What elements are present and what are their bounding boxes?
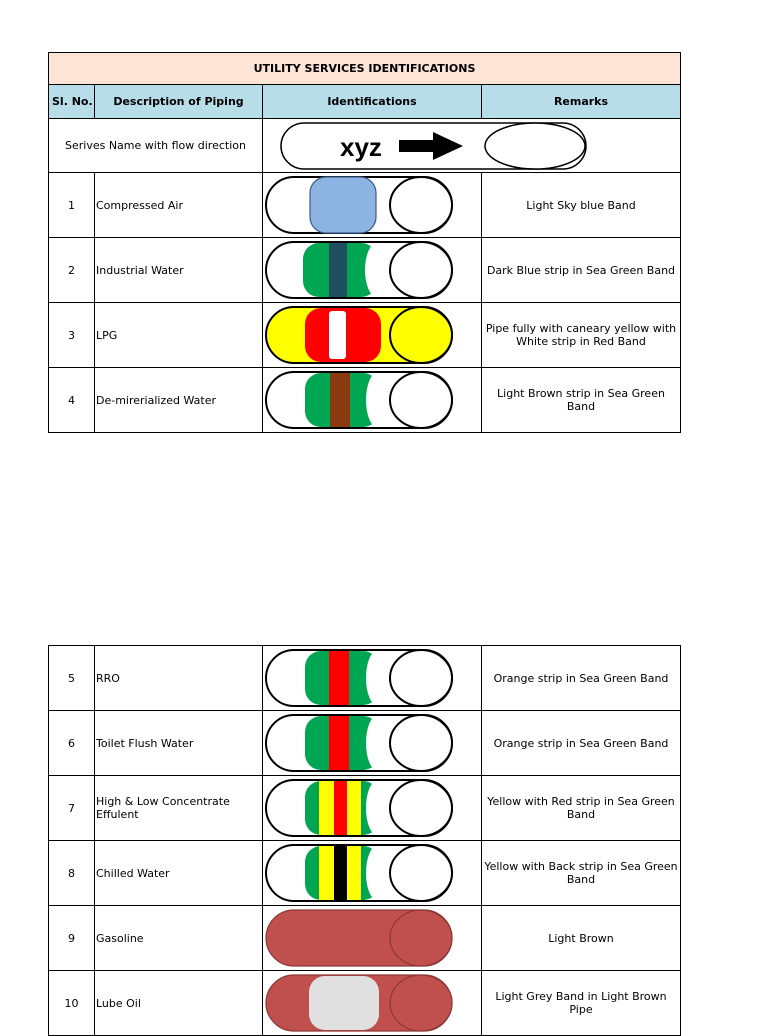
header-description: Description of Piping xyxy=(95,85,263,119)
light-sky-blue-band xyxy=(310,177,376,233)
row-remarks: Yellow with Red strip in Sea Green Band xyxy=(482,776,681,841)
band-highlight xyxy=(365,243,389,297)
row-pipe-cell xyxy=(263,906,482,971)
row-remarks: Pipe fully with caneary yellow with White strip in Red Band xyxy=(482,303,681,368)
row-number: 3 xyxy=(49,303,95,368)
table-row xyxy=(49,906,681,971)
row-pipe-cell xyxy=(263,971,482,1036)
legend-sample-text: xyz xyxy=(340,132,382,162)
header-row xyxy=(49,85,681,119)
header-remarks: Remarks xyxy=(482,85,681,119)
table-row xyxy=(49,711,681,776)
row-description: De-mirerialized Water xyxy=(95,368,263,433)
pipe-end-cap xyxy=(390,975,452,1031)
pipe-end-cap xyxy=(390,845,452,901)
black-strip xyxy=(334,846,347,900)
pipe-compressed-air xyxy=(263,173,481,237)
white-strip xyxy=(329,311,346,359)
row-description: Toilet Flush Water xyxy=(95,711,263,776)
row-pipe-cell xyxy=(263,776,482,841)
row-pipe-cell xyxy=(263,841,482,906)
row-pipe-cell xyxy=(263,368,482,433)
pipe-end-cap xyxy=(390,780,452,836)
row-number: 5 xyxy=(49,646,95,711)
title-row xyxy=(49,53,681,85)
band-highlight xyxy=(366,781,388,835)
pipe-de-mineralized-water xyxy=(263,368,481,432)
dark-blue-strip xyxy=(329,243,347,297)
table-row xyxy=(49,303,681,368)
row-pipe-cell xyxy=(263,303,482,368)
row-pipe-cell xyxy=(263,646,482,711)
row-number: 8 xyxy=(49,841,95,906)
row-remarks: Yellow with Back strip in Sea Green Band xyxy=(482,841,681,906)
pipe-end-cap xyxy=(390,177,452,233)
legend-row xyxy=(49,119,681,173)
table-row xyxy=(49,776,681,841)
row-number: 4 xyxy=(49,368,95,433)
row-number: 6 xyxy=(49,711,95,776)
utility-table-part-2 xyxy=(48,645,681,1036)
pipe-end-cap xyxy=(390,372,452,428)
pipe-end-cap xyxy=(390,242,452,298)
light-grey-band xyxy=(309,976,379,1030)
header-sl-no: Sl. No. xyxy=(49,85,95,119)
row-number: 9 xyxy=(49,906,95,971)
red-strip xyxy=(334,781,347,835)
pipe-chilled-water xyxy=(263,841,481,905)
row-description: Chilled Water xyxy=(95,841,263,906)
pipe-gasoline xyxy=(263,906,481,970)
utility-table-part-1 xyxy=(48,52,681,433)
pipe-end-cap xyxy=(390,910,452,966)
pipe-end-cap xyxy=(390,650,452,706)
row-pipe-cell xyxy=(263,711,482,776)
row-description: RRO xyxy=(95,646,263,711)
row-number: 2 xyxy=(49,238,95,303)
band-highlight xyxy=(366,651,388,705)
row-pipe-cell xyxy=(263,238,482,303)
band-highlight xyxy=(366,846,388,900)
row-remarks: Light Brown strip in Sea Green Band xyxy=(482,368,681,433)
orange-strip xyxy=(329,651,349,705)
row-description: High & Low Concentrate Effulent xyxy=(95,776,263,841)
row-remarks: Dark Blue strip in Sea Green Band xyxy=(482,238,681,303)
row-description: Gasoline xyxy=(95,906,263,971)
row-description: Compressed Air xyxy=(95,173,263,238)
table-row xyxy=(49,368,681,433)
pipe-end-cap xyxy=(390,307,452,363)
table-row xyxy=(49,238,681,303)
row-remarks: Orange strip in Sea Green Band xyxy=(482,711,681,776)
table-row xyxy=(49,841,681,906)
row-description: LPG xyxy=(95,303,263,368)
band-highlight xyxy=(366,716,388,770)
band-highlight xyxy=(366,373,388,427)
row-pipe-cell xyxy=(263,173,482,238)
pipe-rro xyxy=(263,646,481,710)
row-number: 1 xyxy=(49,173,95,238)
pipe-toilet-flush-water xyxy=(263,711,481,775)
pipe-industrial-water xyxy=(263,238,481,302)
legend-pipe-graphic xyxy=(263,119,680,172)
row-remarks: Light Brown xyxy=(482,906,681,971)
legend-description: Serives Name with flow direction xyxy=(49,119,263,173)
table-row xyxy=(49,646,681,711)
row-remarks: Light Sky blue Band xyxy=(482,173,681,238)
table-row xyxy=(49,971,681,1036)
table-row xyxy=(49,173,681,238)
row-number: 10 xyxy=(49,971,95,1036)
row-number: 7 xyxy=(49,776,95,841)
orange-strip xyxy=(329,716,349,770)
legend-pipe-cell xyxy=(263,119,681,173)
row-remarks: Light Grey Band in Light Brown Pipe xyxy=(482,971,681,1036)
pipe-end-cap xyxy=(485,123,585,169)
row-remarks: Orange strip in Sea Green Band xyxy=(482,646,681,711)
pipe-end-cap xyxy=(390,715,452,771)
light-brown-strip xyxy=(330,373,350,427)
pipe-concentrate-effluent xyxy=(263,776,481,840)
pipe-lube-oil xyxy=(263,971,481,1035)
row-description: Lube Oil xyxy=(95,971,263,1036)
pipe-lpg xyxy=(263,303,481,367)
row-description: Industrial Water xyxy=(95,238,263,303)
header-identifications: Identifications xyxy=(263,85,482,119)
table-title: UTILITY SERVICES IDENTIFICATIONS xyxy=(49,53,681,85)
